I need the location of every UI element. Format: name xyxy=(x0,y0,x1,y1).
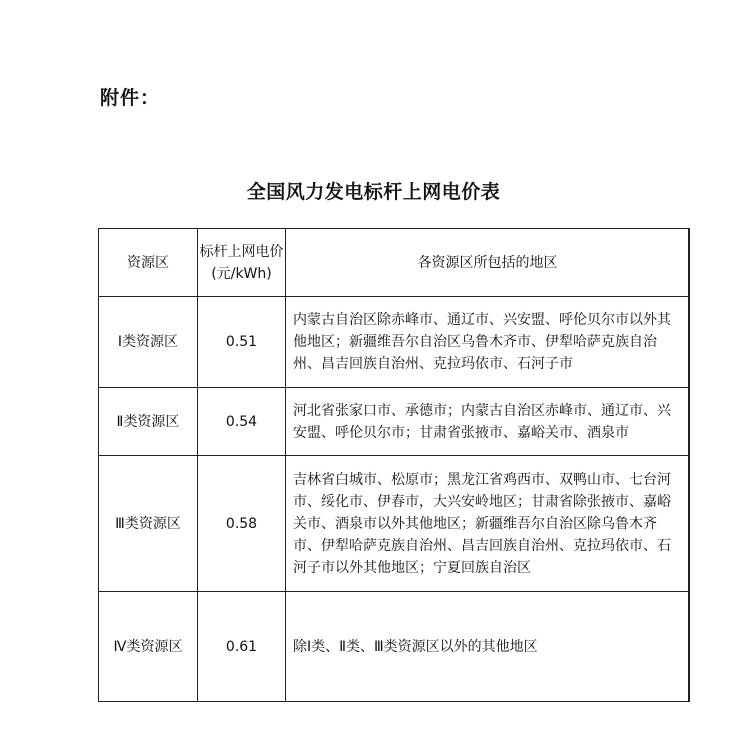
regions-cell: 除Ⅰ类、Ⅱ类、Ⅲ类资源区以外的其他地区 xyxy=(286,592,690,702)
zone-cell: Ⅳ类资源区 xyxy=(99,592,198,702)
price-cell: 0.54 xyxy=(198,388,286,456)
table-row xyxy=(99,297,690,388)
price-cell: 0.51 xyxy=(198,297,286,388)
regions-cell: 河北省张家口市、承德市；内蒙古自治区赤峰市、通辽市、兴安盟、呼伦贝尔市；甘肃省张掖市、嘉峪关市、酒泉市 xyxy=(286,388,690,456)
table-row xyxy=(99,388,690,456)
price-cell: 0.58 xyxy=(198,456,286,592)
regions-cell: 内蒙古自治区除赤峰市、通辽市、兴安盟、呼伦贝尔市以外其他地区；新疆维吾尔自治区乌鲁木齐市、伊犁哈萨克族自治州、昌吉回族自治州、克拉玛依市、石河子市 xyxy=(286,297,690,388)
table-header-row xyxy=(99,229,690,297)
table-row xyxy=(99,456,690,592)
zone-cell: Ⅱ类资源区 xyxy=(99,388,198,456)
zone-cell: Ⅲ类资源区 xyxy=(99,456,198,592)
header-price: 标杆上网电价(元/kWh) xyxy=(198,229,286,297)
price-cell: 0.61 xyxy=(198,592,286,702)
wind-power-price-table xyxy=(98,228,690,702)
zone-cell: Ⅰ类资源区 xyxy=(99,297,198,388)
header-regions: 各资源区所包括的地区 xyxy=(286,229,690,297)
regions-cell: 吉林省白城市、松原市；黑龙江省鸡西市、双鸭山市、七台河市、绥化市、伊春市，大兴安岭地区；甘肃省除张掖市、嘉峪关市、酒泉市以外其他地区；新疆维吾尔自治区除乌鲁木齐市、伊犁哈萨克族自治州、昌吉回族自治州、克拉玛依市、石河子市以外其他地区；宁夏回族自治区 xyxy=(286,456,690,592)
document-title: 全国风力发电标杆上网电价表 xyxy=(246,181,501,203)
header-zone: 资源区 xyxy=(99,229,198,297)
attachment-label: 附件： xyxy=(100,87,161,109)
table-row xyxy=(99,592,690,702)
